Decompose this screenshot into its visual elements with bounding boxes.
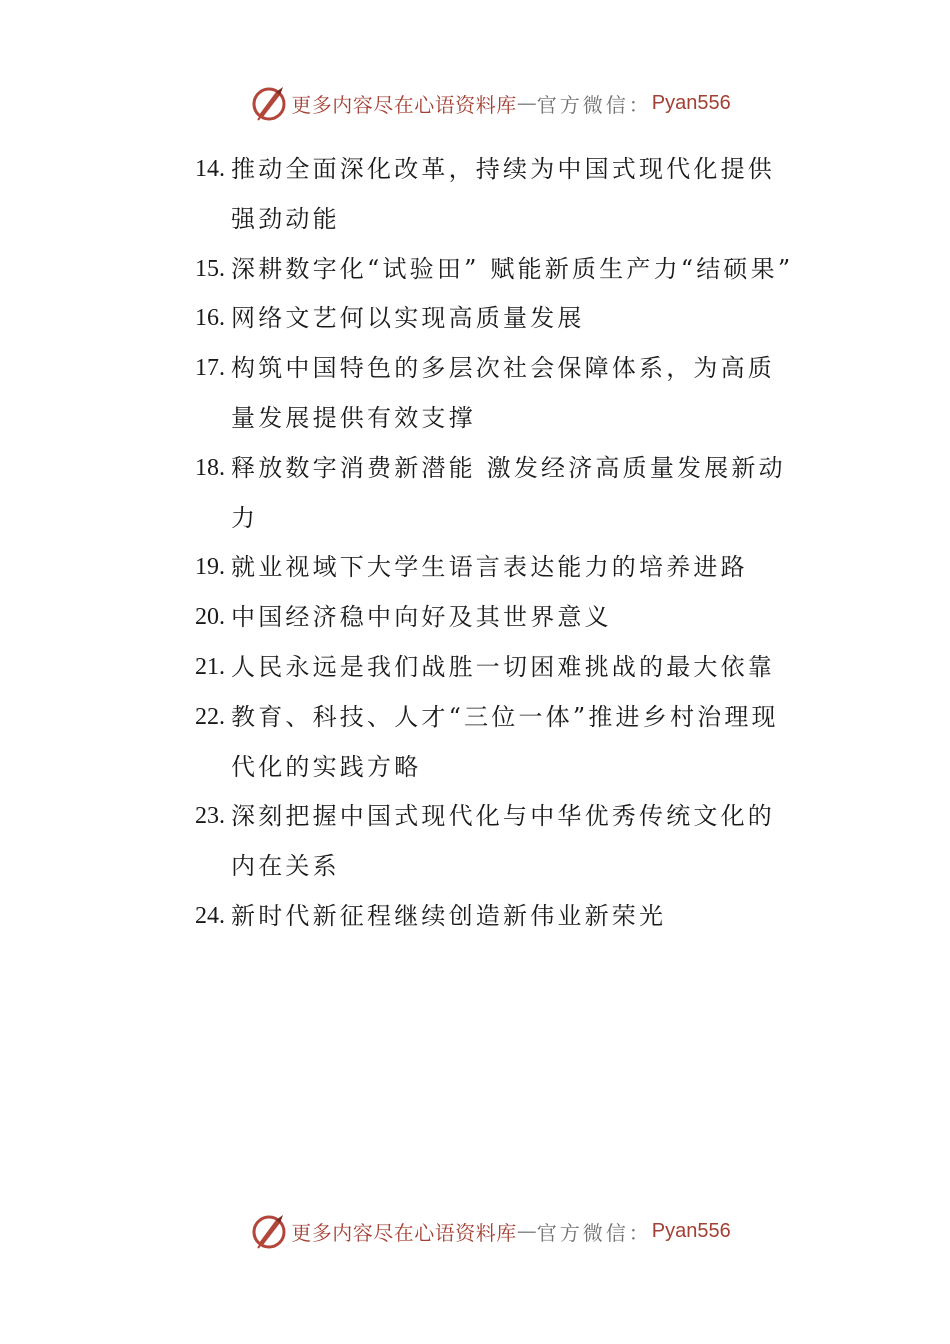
quill-pen-logo-icon <box>249 83 289 123</box>
header-slogan: 更多内容尽在心语资料库 <box>291 92 517 117</box>
header-wechat-label: 官方微信： <box>536 92 652 117</box>
item-number: 18. <box>195 454 225 481</box>
item-number: 16. <box>195 305 225 332</box>
footer-banner-content <box>249 1211 730 1251</box>
item-text: 就业视域下大学生语言表达能力的培养进路 <box>231 553 748 582</box>
footer-dash: — <box>516 1219 537 1243</box>
footer-wechat-label: 官方微信： <box>536 1220 652 1245</box>
footer-slogan: 更多内容尽在心语资料库 <box>291 1220 517 1245</box>
list-item <box>195 792 795 892</box>
item-number: 17. <box>195 355 225 382</box>
item-text: 深刻把握中国式现代化与中华优秀传统文化的内在关系 <box>231 802 775 881</box>
header-banner <box>0 81 950 125</box>
title-list <box>195 145 795 942</box>
list-item <box>195 444 795 544</box>
list-item <box>195 892 795 942</box>
item-number: 23. <box>195 803 225 830</box>
item-number: 20. <box>195 604 225 631</box>
item-text: 教育、科技、人才“三位一体”推进乡村治理现代化的实践方略 <box>231 702 779 781</box>
item-number: 21. <box>195 653 225 680</box>
footer-wechat-id: Pyan556 <box>651 1219 731 1242</box>
list-item <box>195 593 795 643</box>
header-banner-content <box>249 83 730 123</box>
item-text: 网络文艺何以实现高质量发展 <box>231 304 585 333</box>
item-text: 构筑中国特色的多层次社会保障体系，为高质量发展提供有效支撑 <box>231 354 775 432</box>
item-number: 24. <box>195 902 225 929</box>
list-item <box>195 294 795 344</box>
item-number: 15. <box>195 255 225 282</box>
item-text: 人民永远是我们战胜一切困难挑战的最大依靠 <box>231 652 775 681</box>
quill-pen-logo-icon <box>249 1211 289 1251</box>
item-number: 19. <box>195 554 225 581</box>
header-dash: — <box>516 91 537 115</box>
list-item <box>195 145 795 245</box>
list-item <box>195 344 795 444</box>
item-number: 14. <box>195 156 225 182</box>
item-text: 推动全面深化改革，持续为中国式现代化提供强劲动能 <box>231 155 775 233</box>
list-item <box>195 245 795 295</box>
list-item <box>195 543 795 593</box>
item-text: 深耕数字化“试验田” 赋能新质生产力“结硕果” <box>231 254 794 283</box>
list-item <box>195 643 795 693</box>
list-item <box>195 693 795 793</box>
item-text: 新时代新征程继续创造新伟业新荣光 <box>231 901 667 930</box>
item-text: 中国经济稳中向好及其世界意义 <box>231 603 612 632</box>
footer-banner <box>0 1209 950 1253</box>
item-number: 22. <box>195 703 225 730</box>
item-text: 释放数字消费新潜能 激发经济高质量发展新动力 <box>231 453 786 532</box>
header-wechat-id: Pyan556 <box>651 91 731 114</box>
